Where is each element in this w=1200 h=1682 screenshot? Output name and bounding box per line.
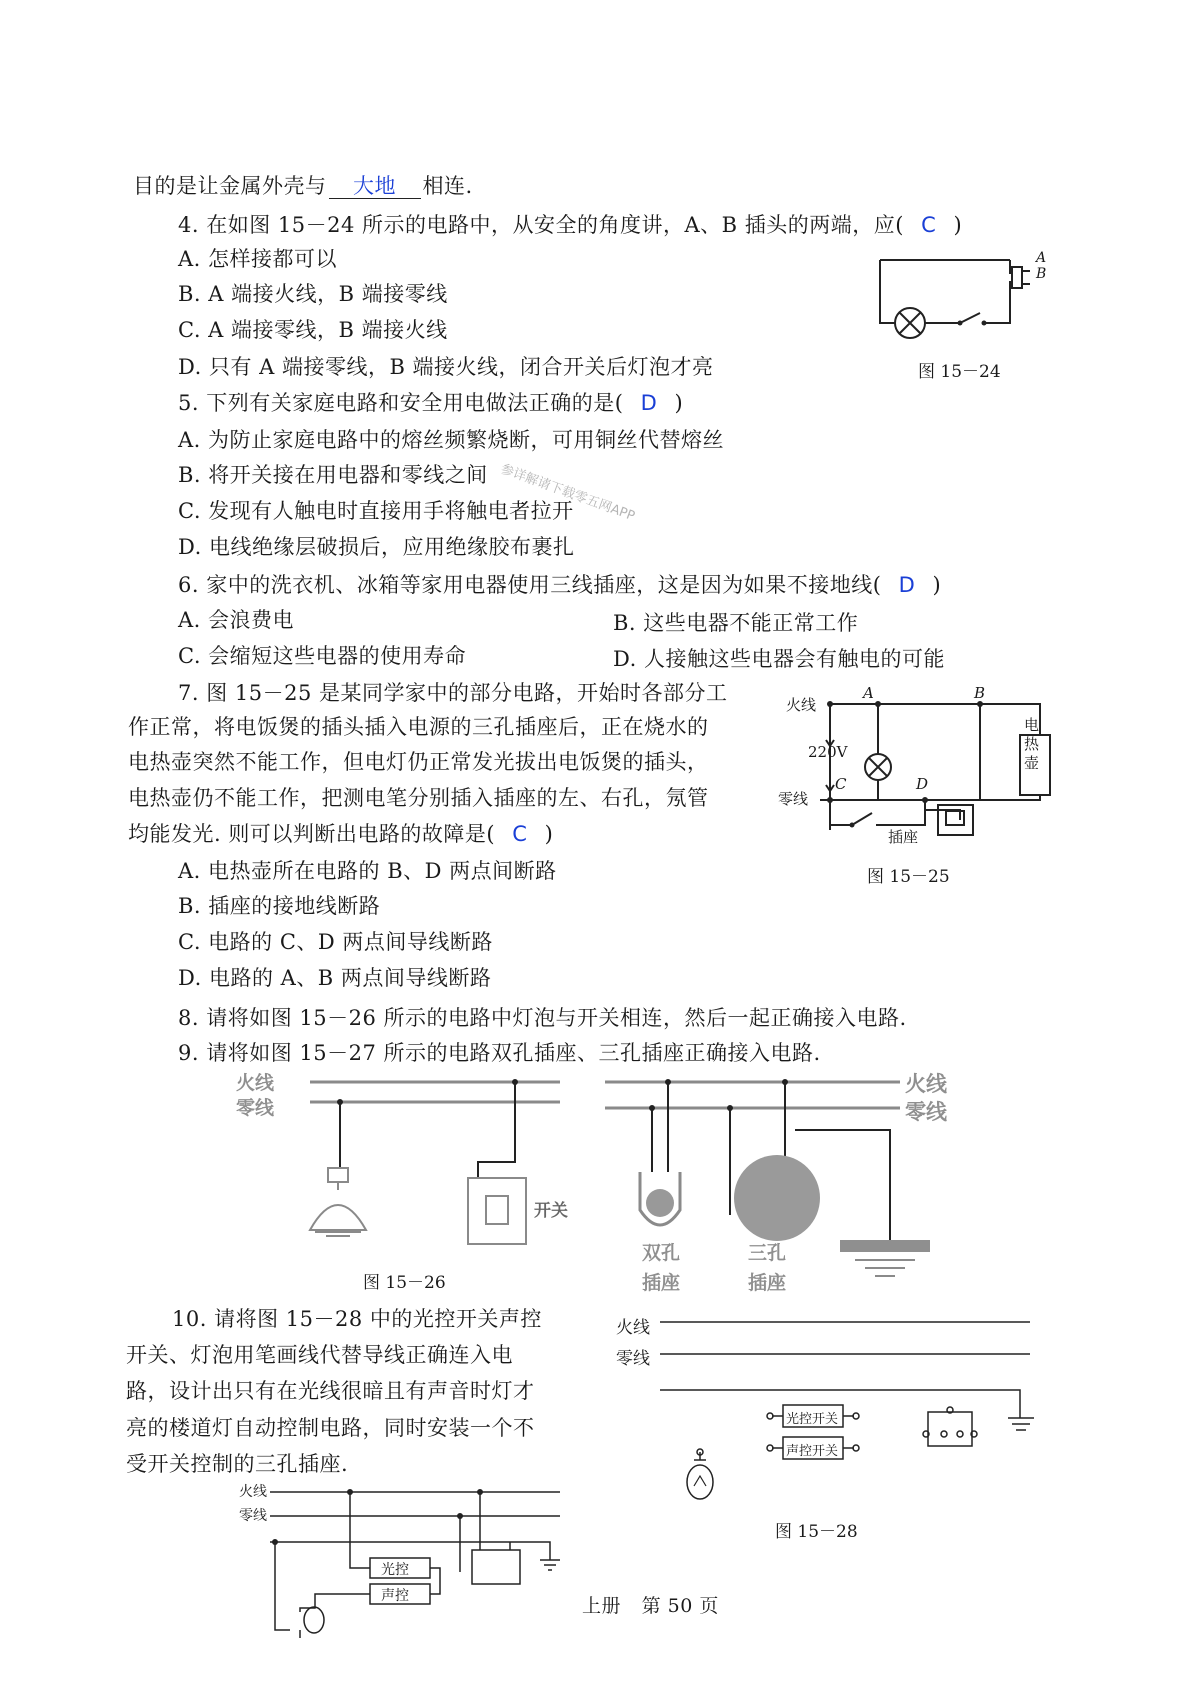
q10-line-1: 10. 请将图 15－28 中的光控开关声控 xyxy=(172,1307,542,1331)
fig25-zero-label: 零线 xyxy=(778,790,809,808)
fig24-caption: 图 15－24 xyxy=(918,362,1001,382)
q9-text: 9. 请将如图 15－27 所示的电路双孔插座、三孔插座正确接入电路. xyxy=(178,1041,821,1065)
q7-close: ) xyxy=(544,822,554,846)
q5-option-d: D. 电线绝缘层破损后，应用绝缘胶布裹扎 xyxy=(178,535,575,559)
q6-option-a: A. 会浪费电 xyxy=(178,608,295,632)
q10-line-4: 亮的楼道灯自动控制电路，同时安装一个不 xyxy=(126,1416,535,1440)
fig28-sound-switch-label: 声控开关 xyxy=(786,1444,839,1459)
fig25-voltage: 220V xyxy=(808,743,848,761)
q7-line-1: 7. 图 15－25 是某同学家中的部分电路，开始时各部分工 xyxy=(178,681,728,705)
footer-volume: 上册 xyxy=(582,1595,622,1617)
fig25-point-d: D xyxy=(916,775,929,793)
q7-line-5 xyxy=(128,820,553,848)
q5-stem-text: 5. 下列有关家庭电路和安全用电做法正确的是( xyxy=(178,391,624,415)
fig25-socket-label: 插座 xyxy=(888,828,919,846)
q4-option-a: A. 怎样接都可以 xyxy=(178,247,338,271)
q3-answer: 大地 xyxy=(353,174,396,198)
q7-option-d: D. 电路的 A、B 两点间导线断路 xyxy=(178,966,492,990)
fig27-three-hole-label-1: 三孔 xyxy=(748,1242,787,1264)
q10-answer-fire-label: 火线 xyxy=(239,1484,267,1500)
q7-option-b: B. 插座的接地线断路 xyxy=(178,894,381,918)
q5-option-a: A. 为防止家庭电路中的熔丝频繁烧断，可用铜丝代替熔丝 xyxy=(178,428,725,452)
q5-answer: D xyxy=(640,391,658,415)
fig25-fire-label: 火线 xyxy=(786,696,817,714)
q7-line-4: 电热壶仍不能工作，把测电笔分别插入插座的左、右孔，氖管 xyxy=(128,786,709,810)
fig28-zero-label: 零线 xyxy=(616,1349,650,1369)
figure-15-26 xyxy=(230,1070,570,1260)
q6-answer: D xyxy=(898,573,916,597)
q10-answer-circuit xyxy=(250,1480,580,1640)
fig24-label-a: A xyxy=(1036,250,1047,266)
q4-close: ) xyxy=(953,213,963,237)
q5-option-c: C. 发现有人触电时直接用手将触电者拉开 xyxy=(178,499,574,523)
fig27-zero-label: 零线 xyxy=(905,1100,947,1124)
q6-stem xyxy=(178,571,941,599)
q3-tail xyxy=(133,172,473,200)
figure-15-24 xyxy=(870,245,1050,345)
q6-option-c: C. 会缩短这些电器的使用寿命 xyxy=(178,644,467,668)
q7-line-5-text: 均能发光. 则可以判断出电路的故障是( xyxy=(128,822,496,846)
watermark: 参详解请下载零五网APP xyxy=(498,461,637,525)
q10-answer-zero-label: 零线 xyxy=(239,1508,267,1524)
fig27-two-hole-label-1: 双孔 xyxy=(642,1242,681,1264)
fig25-caption: 图 15－25 xyxy=(867,867,950,887)
q4-option-b: B. A 端接火线，B 端接零线 xyxy=(178,282,448,306)
q6-close: ) xyxy=(932,573,942,597)
q4-answer: C xyxy=(921,213,937,237)
figure-15-28 xyxy=(650,1310,1050,1510)
q6-option-b: B. 这些电器不能正常工作 xyxy=(613,611,859,635)
q7-line-3: 电热壶突然不能工作，但电灯仍正常发光拔出电饭煲的插头， xyxy=(128,750,709,774)
fig25-kettle-label: 电热壶 xyxy=(1024,716,1040,772)
q6-stem-text: 6. 家中的洗衣机、冰箱等家用电器使用三线插座，这是因为如果不接地线( xyxy=(178,573,882,597)
q3-text: 目的是让金属外壳与 xyxy=(133,174,327,198)
q10-answer-light-label: 光控 xyxy=(381,1562,409,1578)
q4-option-c: C. A 端接零线，B 端接火线 xyxy=(178,318,448,342)
fig26-zero-label: 零线 xyxy=(236,1097,275,1119)
q3-text-end: 相连. xyxy=(422,174,473,198)
fig25-point-b: B xyxy=(974,684,986,702)
q10-answer-sound-label: 声控 xyxy=(381,1588,409,1604)
q4-option-d: D. 只有 A 端接零线，B 端接火线，闭合开关后灯泡才亮 xyxy=(178,355,714,379)
q3-answer-blank xyxy=(329,172,421,199)
q5-close: ) xyxy=(674,391,684,415)
q10-line-5: 受开关控制的三孔插座. xyxy=(126,1452,349,1476)
q5-stem xyxy=(178,389,683,417)
q6-option-d: D. 人接触这些电器会有触电的可能 xyxy=(613,647,945,671)
fig27-two-hole-label-2: 插座 xyxy=(642,1272,681,1294)
fig25-point-c: C xyxy=(835,775,847,793)
q4-stem xyxy=(178,211,962,239)
figure-15-27 xyxy=(600,1070,920,1300)
fig27-three-hole-label-2: 插座 xyxy=(748,1272,787,1294)
q7-line-2: 作正常，将电饭煲的插头插入电源的三孔插座后，正在烧水的 xyxy=(128,715,709,739)
fig28-fire-label: 火线 xyxy=(616,1318,650,1338)
fig26-switch-label: 开关 xyxy=(534,1201,568,1221)
fig26-fire-label: 火线 xyxy=(236,1072,275,1094)
fig27-fire-label: 火线 xyxy=(905,1072,947,1096)
fig24-label-b: B xyxy=(1036,266,1047,282)
fig26-caption: 图 15－26 xyxy=(363,1273,446,1293)
q8-text: 8. 请将如图 15－26 所示的电路中灯泡与开关相连，然后一起正确接入电路. xyxy=(178,1006,907,1030)
q10-line-2: 开关、灯泡用笔画线代替导线正确连入电 xyxy=(126,1343,513,1367)
footer-page-number: 第 50 页 xyxy=(641,1595,719,1617)
q4-stem-text: 4. 在如图 15－24 所示的电路中，从安全的角度讲，A、B 插头的两端，应( xyxy=(178,213,904,237)
fig28-light-switch-label: 光控开关 xyxy=(786,1412,839,1427)
q7-answer: C xyxy=(512,822,528,846)
fig25-point-a: A xyxy=(863,684,874,702)
fig28-caption: 图 15－28 xyxy=(775,1522,858,1542)
q7-option-a: A. 电热壶所在电路的 B、D 两点间断路 xyxy=(178,859,557,883)
q10-line-3: 路，设计出只有在光线很暗且有声音时灯才 xyxy=(126,1379,535,1403)
page-footer xyxy=(582,1592,719,1620)
q7-option-c: C. 电路的 C、D 两点间导线断路 xyxy=(178,930,493,954)
q5-option-b: B. 将开关接在用电器和零线之间 xyxy=(178,463,488,487)
